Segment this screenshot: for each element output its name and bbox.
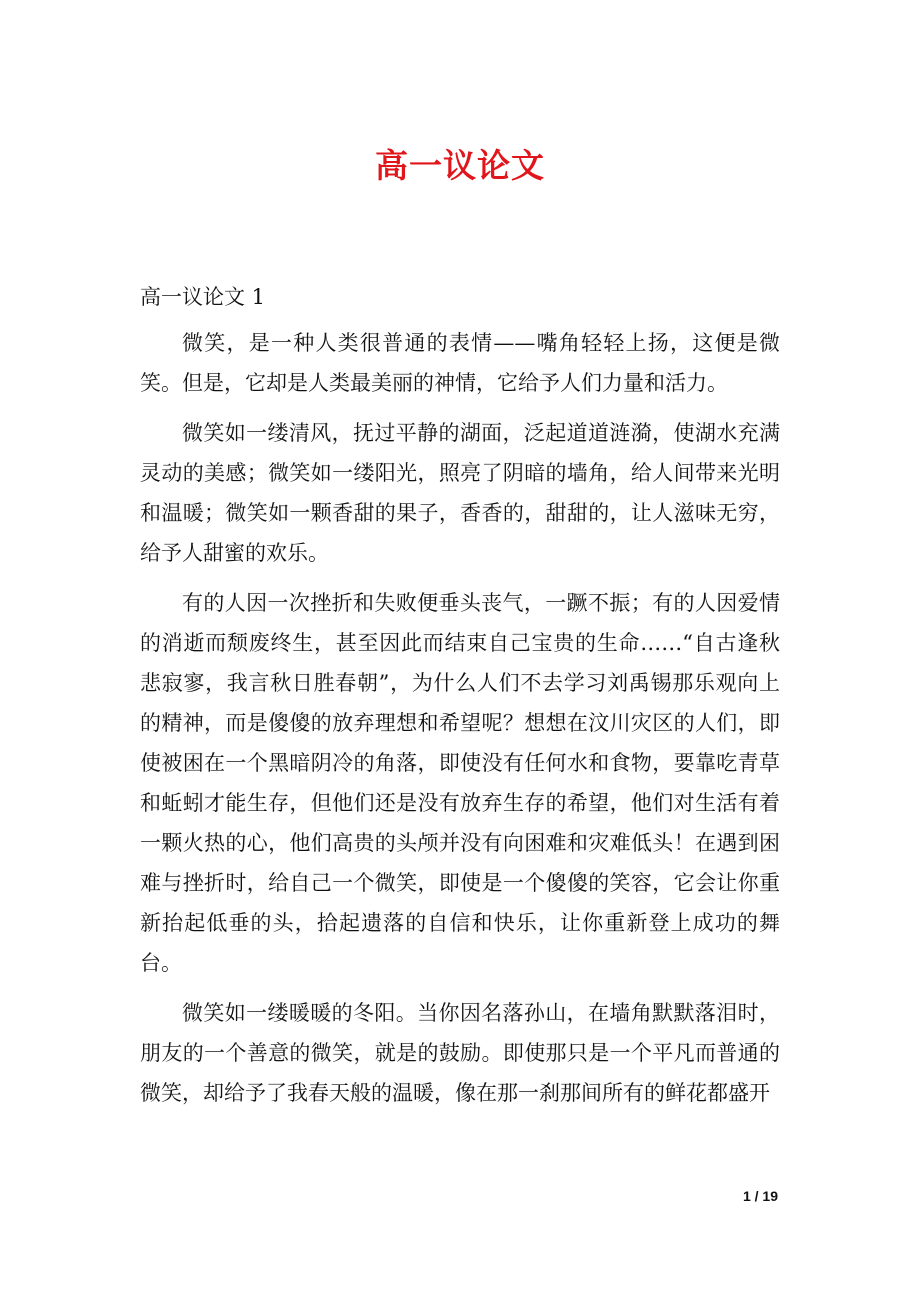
paragraph: 微笑如一缕暖暖的冬阳。当你因名落孙山，在墙角默默落泪时，朋友的一个善意的微笑，就是的鼓励。即使那只是一个平凡而普通的微笑，却给予了我春天般的温暖，像在那一刹那间所有的鲜花都盛开: [140, 1001, 780, 1105]
section-heading: 高一议论文 1: [140, 285, 266, 309]
paragraph: 有的人因一次挫折和失败便垂头丧气，一蹶不振；有的人因爱情的消逝而颓废终生，甚至因此而结束自己宝贵的生命……“自古逢秋悲寂寥，我言秋日胜春朝”，为什么人们不去学习刘禹锡那乐观向上的精神，而是傻傻的放弃理想和希望呢？想想在汶川灾区的人们，即使被困在一个黑暗阴冷的角落，即使没有任何水和食物，要靠吃青草和蚯蚓才能生存，但他们还是没有放弃生存的希望，他们对生活有着一颗火热的心，他们高贵的头颅并没有向困难和灾难低头！在遇到困难与挫折时，给自己一个微笑，即使是一个傻傻的笑容，它会让你重新抬起低垂的头，拾起遗落的自信和快乐，让你重新登上成功的舞台。: [140, 591, 780, 975]
body-text: [140, 323, 780, 1123]
paragraph: 微笑如一缕清风，抚过平静的湖面，泛起道道涟漪，使湖水充满灵动的美感；微笑如一缕阳光，照亮了阴暗的墙角，给人间带来光明和温暖；微笑如一颗香甜的果子，香香的，甜甜的，让人滋味无穷，给予人甜蜜的欢乐。: [140, 421, 780, 565]
paragraph: 微笑，是一种人类很普通的表情——嘴角轻轻上扬，这便是微笑。但是，它却是人类最美丽的神情，它给予人们力量和活力。: [140, 331, 780, 395]
document-title: 高一议论文: [375, 146, 545, 185]
page-number: 1 / 19: [742, 1188, 778, 1204]
